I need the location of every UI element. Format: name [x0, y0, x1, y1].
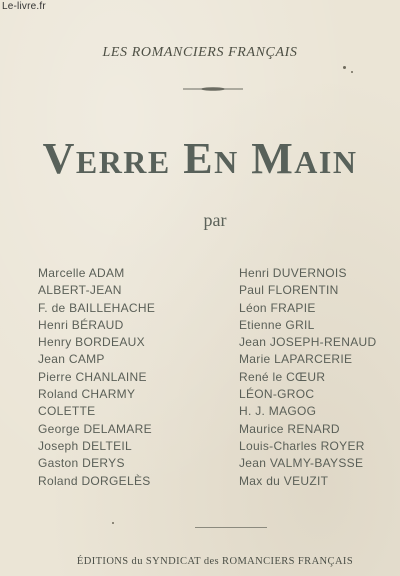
paper-speck: [112, 522, 114, 524]
author-name: Henri DUVERNOIS: [239, 266, 347, 280]
title-cap-2: E: [183, 134, 215, 183]
series-title: LES ROMANCIERS FRANÇAIS: [102, 45, 298, 60]
author-name: Max du VEUZIT: [239, 473, 329, 488]
bottom-rule: [195, 527, 267, 528]
title-small-1: ERRE: [75, 144, 171, 180]
author-name: Paul FLORENTIN: [239, 283, 339, 298]
author-name: Roland CHARMY: [38, 387, 136, 402]
author-name: Henry BORDEAUX: [38, 335, 145, 350]
publisher-line: ÉDITIONS du SYNDICAT des ROMANCIERS FRANÇAIS: [76, 556, 354, 567]
author-name: F. de BAILLEHACHE: [38, 300, 156, 315]
author-name: Roland DORGELÈS: [38, 473, 151, 488]
book-title: [0, 133, 400, 184]
author-name: Marcelle ADAM: [38, 266, 125, 280]
author-name: George DELAMARE: [38, 421, 152, 436]
author-name: Jean JOSEPH-RENAUD: [239, 335, 377, 350]
author-name: Louis-Charles ROYER: [239, 438, 365, 453]
author-name: LÉON-GROC: [239, 387, 315, 402]
title-small-2: N: [214, 144, 239, 180]
paper-speck: [351, 71, 353, 73]
author-name: ALBERT-JEAN: [38, 283, 122, 298]
watermark-text: Le-livre.fr: [2, 1, 46, 12]
by-label: par: [203, 210, 227, 230]
authors-column-right: [239, 265, 376, 490]
title-cap-3: M: [251, 134, 295, 183]
author-name: Joseph DELTEIL: [38, 438, 133, 453]
author-name: Maurice RENARD: [239, 421, 340, 436]
author-name: H. J. MAGOG: [239, 404, 317, 419]
title-cap-1: V: [42, 134, 76, 183]
ornament-divider: [183, 86, 243, 92]
author-name: Jean VALMY-BAYSSE: [239, 456, 364, 471]
authors-column-left: [38, 265, 155, 490]
author-name: Etienne GRIL: [239, 317, 315, 332]
author-name: René le CŒUR: [239, 369, 326, 384]
author-name: Marie LAPARCERIE: [239, 352, 353, 367]
author-name: Jean CAMP: [38, 352, 105, 367]
author-name: Gaston DERYS: [38, 456, 125, 471]
paper-speck: [343, 66, 346, 69]
author-name: Pierre CHANLAINE: [38, 369, 147, 384]
title-small-3: AIN: [294, 144, 358, 180]
author-name: Léon FRAPIE: [239, 300, 316, 315]
author-name: COLETTE: [38, 404, 96, 419]
author-name: Henri BÉRAUD: [38, 317, 124, 332]
